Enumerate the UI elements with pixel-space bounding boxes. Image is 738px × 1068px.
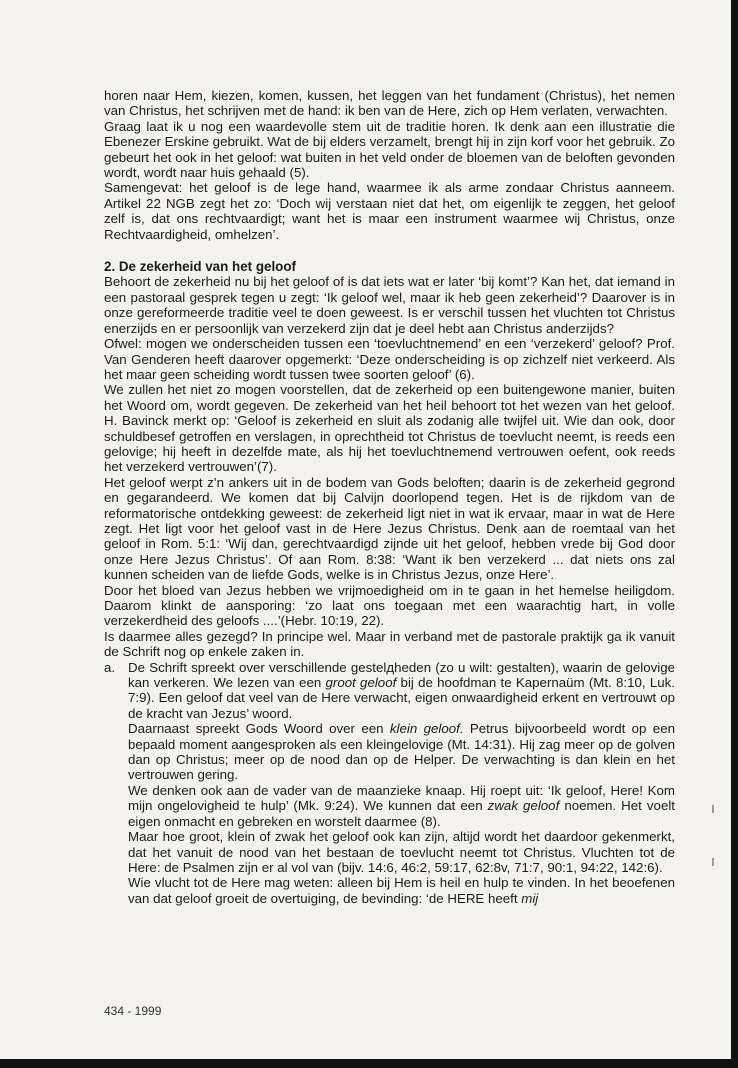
text-run: bij de hoofdman te Kapernaüm (Mt. 8:10, Luk. 7:9). Een geloof dat veel van de Here verwacht, eigen onwaardigheid erkent en vertrouwt op de kracht van Jezus’ woord. [128, 675, 675, 721]
paragraph: Samengevat: het geloof is de lege hand, waarmee ik als arme zondaar Christus aanneem. Artikel 22 NGB zegt het zo: ‘Doch wij verstaan niet dat het, om eigenlijk te zeggen, het geloof zelf is, dat ons rechtvaardigt; want het is maar een instrument waarmee wij Christus, onze Rechtvaardigheid, omhelzen’. [104, 180, 675, 242]
paragraph: Graag laat ik u nog een waardevolle stem uit de traditie horen. Ik denk aan een illustratie die Ebenezer Erskine gebruikt. Wat de bij elders verzamelt, brengt hij in zijn korf voor het gebruik. Zo gebeurt het ook in het geloof: wat buiten in het veld onder de bloemen van de beloften gevonden wordt, wordt naar huis gehaald (5). [104, 118, 675, 181]
list-paragraph: Maar hoe groot, klein of zwak het geloof ook kan zijn, altijd wordt het daardoor gekenmerkt, dat het vanuit de nood van het bestaan de toevlucht neemt tot Christus. Vluchten tot de Here: de Psalmen zijn er al vol van (bijv. 14:6, 46:2, 59:17, 62:8v, 71:7, 90:1, 94:22, 142:6). [128, 829, 675, 875]
text-run: De Schrift spreekt over verschillende gestelдheden (zo u wilt: gestalten), waarin de gelovige kan verkeren. We lezen van een [128, 659, 675, 691]
list-paragraph [128, 660, 675, 722]
article-body [104, 88, 675, 906]
margin-mark [712, 805, 714, 813]
emphasis: mij [521, 890, 539, 906]
list-paragraph [128, 721, 675, 783]
emphasis: klein geloof. [389, 721, 464, 737]
text-run: Petrus bijvoorbeeld wordt op een bepaald moment aangesproken als een kleingelovige (Mt. 14:31). Hij zag meer op de golven dan op Christus; meer op de nood dan op de Helper. De verwachting is dan klein en het vertrouwen gering. [128, 721, 675, 783]
page-edge-shadow-bottom [0, 1059, 738, 1068]
list-item-a [104, 660, 675, 907]
section-heading: 2. De zekerheid van het geloof [104, 259, 296, 275]
paragraph: horen naar Hem, kiezen, komen, kussen, het leggen van het fundament (Christus), het nemen van Christus, het schrijven met de hand: ik ben van de Here, zich op Hem verlaten, verwachten. [104, 88, 675, 119]
text-run: We denken ook aan de vader van de maanzieke knaap. Hij roept uit: ‘Ik geloof, Here! Kom mijn ongelovigheid te hulp’ (Mk. 9:24). We kunnen dat een [128, 782, 675, 814]
paragraph: Het geloof werpt z’n ankers uit in de bodem van Gods beloften; daarin is de zekerheid gegrond en gegarandeerd. We komen dat bij Calvijn doorlopend tegen. Het is de rijkdom van de reformatorische ontdekking geweest: de zekerheid ligt niet in wat ik ervaar, maar in wat de Here zegt. Het ligt voor het geloof vast in de Here Jezus Christus. Denk aan de roemtaal van het geloof in Rom. 5:1: ‘Wij dan, gerechtvaardigd zijnde uit het geloof, hebben vrede bij God door onze Here Jezus Christus’. Of aan Rom. 8:38: ‘Want ik ben verzekerd ... dat niets ons zal kunnen scheiden van de liefde Gods, welke is in Christus Jezus, onze Here’. [104, 474, 675, 583]
paragraph: Behoort de zekerheid nu bij het geloof of is dat iets wat er later ‘bij komt’? Kan het, dat iemand in een pastoraal gesprek tegen u zegt: ‘Ik geloof wel, maar ik heb geen zekerheid’? Daarover is in onze gereformeerde traditie veel te doen geweest. Is er verschil tussen het vluchten tot Christus enerzijds en er persoonlijk van verzekerd zijn dat je deel hebt aan Christus anderzijds? [104, 274, 675, 336]
paragraph: Is daarmee alles gezegd? In principe wel. Maar in verband met de pastorale praktijk ga ik vanuit de Schrift nog op enkele zaken in. [104, 628, 675, 660]
list-paragraph [128, 875, 675, 906]
emphasis: zwak geloof [487, 798, 560, 814]
margin-mark [712, 858, 714, 866]
paragraph: Door het bloed van Jezus hebben we vrijmoedigheid om in te gaan in het hemelse heiligdom. Daarom klinkt de aansporing: ‘zo laat ons toegaan met een waarachtig hart, in volle verzekerdheid des geloofs ....’(Hebr. 10:19, 22). [104, 582, 675, 629]
page-footer: 434 - 1999 [104, 1004, 162, 1018]
emphasis: groot geloof [325, 675, 397, 691]
text-run: Daarnaast spreekt Gods Woord over een [128, 721, 390, 737]
paragraph: Ofwel: mogen we onderscheiden tussen een ‘toevluchtnemend’ en een ‘verzekerd’ geloof? Prof. Van Genderen heeft daarover opgemerkt: ‘Deze onderscheiding is op zichzelf niet verkeerd. Als het maar geen scheiding wordt tussen twee soorten geloof’ (6). [104, 336, 675, 382]
paragraph: We zullen het niet zo mogen voorstellen, dat de zekerheid op een buitengewone manier, buiten het Woord om, wordt gegeven. De zekerheid van het heil behoort tot het wezen van het geloof. H. Bavinck merkt op: ‘Geloof is zekerheid en sluit als zodanig alle twijfel uit. Wie dan ook, door schuldbesef getroffen en verslagen, in oprechtheid tot Christus de toevlucht neemt, is reeds een gelovige; hij heeft in dezelfde mate, als hij het toevluchtnemend vertrouwen oefent, ook reeds het verzekerd vertrouwen’(7). [104, 382, 675, 475]
page-edge-shadow-right [731, 0, 738, 1068]
list-marker: a. [104, 659, 116, 675]
text-run: noemen. Het voelt eigen onmacht en gebreken en worstelt daarmee (8). [128, 798, 675, 829]
text-run: Wie vlucht tot de Here mag weten: alleen bij Hem is heil en hulp te vinden. In het beoefenen van dat geloof groeit de overtuiging, de bevinding: ‘de HERE heeft [128, 875, 675, 906]
list-paragraph [128, 783, 675, 829]
